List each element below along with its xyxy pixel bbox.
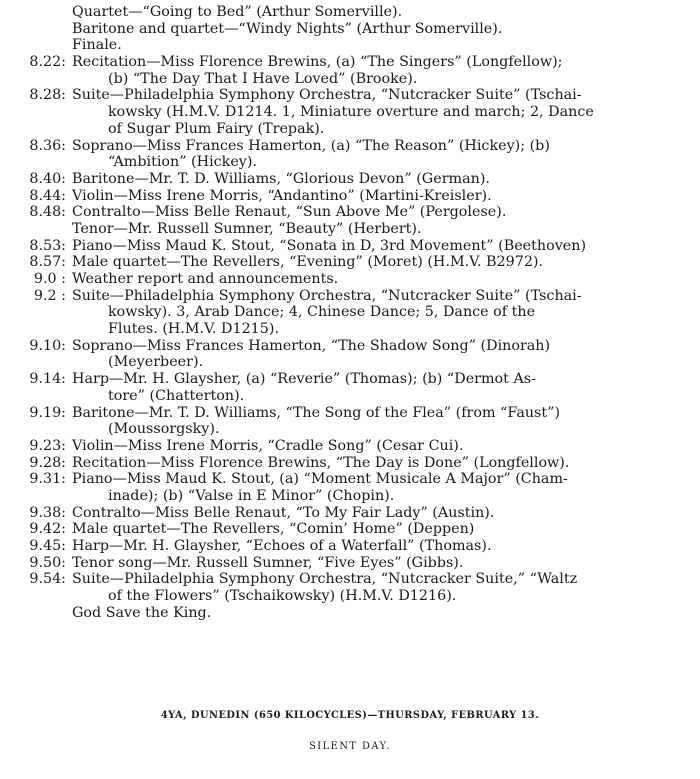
programme-line	[0, 538, 700, 555]
programme-text: Tenor song—Mr. Russell Sumner, “Five Eyes” (Gibbs).	[72, 554, 464, 571]
programme-text: Male quartet—The Revellers, “Evening” (Moret) (H.M.V. B2972).	[72, 254, 544, 271]
radio-programme-list	[0, 4, 700, 621]
programme-text: Baritone and quartet—“Windy Nights” (Arthur Somerville).	[72, 20, 503, 37]
programme-text: Baritone—Mr. T. D. Williams, “Glorious Devon” (German).	[72, 170, 490, 187]
programme-text: Piano—Miss Maud K. Stout, (a) “Moment Musicale A Major” (Cham-	[72, 471, 568, 488]
programme-line	[0, 471, 700, 488]
programme-text: Flutes. (H.M.V. D1215).	[108, 321, 279, 338]
programme-line	[0, 488, 700, 505]
programme-text: Suite—Philadelphia Symphony Orchestra, “Nutcracker Suite” (Tschai-	[72, 87, 582, 104]
programme-line	[0, 138, 700, 155]
programme-text: Quartet—“Going to Bed” (Arthur Somerville).	[72, 4, 403, 20]
programme-line	[0, 4, 700, 21]
programme-text: Suite—Philadelphia Symphony Orchestra, “Nutcracker Suite” (Tschai-	[72, 287, 582, 304]
programme-time: 8.36:	[29, 137, 66, 154]
programme-text: God Save the King.	[72, 604, 212, 621]
programme-text: (b) “The Day That I Have Loved” (Brooke).	[108, 70, 418, 87]
programme-line	[0, 321, 700, 338]
programme-text: kowsky). 3, Arab Dance; 4, Chinese Dance; 5, Dance of the	[108, 304, 536, 321]
programme-line	[0, 171, 700, 188]
programme-time: 9.19:	[29, 404, 66, 421]
programme-time: 9.45:	[29, 538, 66, 554]
programme-time: 9.14:	[29, 371, 66, 388]
programme-text: Soprano—Miss Frances Hamerton, “The Shadow Song” (Dinorah)	[72, 337, 551, 354]
programme-line	[0, 588, 700, 605]
programme-line	[0, 571, 700, 588]
programme-line	[0, 154, 700, 171]
programme-line	[0, 388, 700, 405]
station-heading: 4YA, DUNEDIN (650 KILOCYCLES)—THURSDAY, FEBRUARY 13.	[160, 710, 540, 721]
programme-line	[0, 371, 700, 388]
programme-time: 8.57:	[29, 254, 66, 271]
programme-text: Suite—Philadelphia Symphony Orchestra, “Nutcracker Suite,” “Waltz	[72, 571, 578, 588]
programme-text: Baritone—Mr. T. D. Williams, “The Song of the Flea” (from “Faust”)	[72, 404, 561, 421]
programme-text: (Moussorgsky).	[108, 421, 220, 438]
programme-line	[0, 605, 700, 622]
programme-line	[0, 438, 700, 455]
programme-time: 9.2 :	[33, 287, 66, 304]
programme-time: 9.54:	[29, 571, 66, 588]
programme-line	[0, 37, 700, 54]
programme-line	[0, 87, 700, 104]
programme-line	[0, 455, 700, 472]
programme-line	[0, 521, 700, 538]
programme-line	[0, 204, 700, 221]
programme-text: Harp—Mr. H. Glaysher, (a) “Reverie” (Thomas); (b) “Dermot As-	[72, 371, 536, 388]
programme-line	[0, 254, 700, 271]
programme-time: 9.42:	[29, 521, 66, 538]
programme-text: Soprano—Miss Frances Hamerton, (a) “The Reason” (Hickey); (b)	[72, 137, 550, 154]
programme-text: kowsky (H.M.V. D1214. 1, Miniature overture and march; 2, Dance	[108, 104, 594, 121]
programme-text: Harp—Mr. H. Glaysher, “Echoes of a Waterfall” (Thomas).	[72, 538, 492, 554]
programme-text: “Ambition” (Hickey).	[108, 154, 258, 171]
programme-text: Violin—Miss Irene Morris, “Andantino” (Martini-Kreisler).	[72, 187, 492, 204]
programme-line	[0, 555, 700, 572]
programme-time: 9.28:	[29, 454, 66, 471]
programme-time: 9.38:	[29, 504, 66, 521]
programme-line	[0, 188, 700, 205]
programme-line	[0, 238, 700, 255]
programme-time: 9.31:	[29, 471, 66, 488]
programme-text: of the Flowers” (Tschaikowsky) (H.M.V. D1216).	[108, 588, 457, 605]
programme-line	[0, 221, 700, 238]
programme-text: (Meyerbeer).	[108, 354, 204, 371]
programme-time: 8.53:	[29, 237, 66, 254]
programme-line	[0, 271, 700, 288]
programme-text: Violin—Miss Irene Morris, “Cradle Song” (Cesar Cui).	[72, 437, 464, 454]
programme-line	[0, 288, 700, 305]
programme-text: Male quartet—The Revellers, “Comin’ Home” (Deppen)	[72, 521, 475, 538]
programme-text: Piano—Miss Maud K. Stout, “Sonata in D, 3rd Movement” (Beethoven)	[72, 237, 587, 254]
programme-text: Weather report and announcements.	[72, 271, 339, 287]
programme-line	[0, 121, 700, 138]
programme-time: 8.22:	[29, 54, 66, 71]
programme-time: 9.10:	[29, 337, 66, 354]
programme-text: Contralto—Miss Belle Renaut, “To My Fair Lady” (Austin).	[72, 504, 495, 521]
programme-text: tore” (Chatterton).	[108, 387, 245, 404]
programme-text: Contralto—Miss Belle Renaut, “Sun Above Me” (Pergolese).	[72, 204, 507, 221]
programme-line	[0, 354, 700, 371]
programme-time: 9.0 :	[33, 271, 66, 287]
programme-line	[0, 21, 700, 38]
programme-line	[0, 54, 700, 71]
programme-line	[0, 304, 700, 321]
programme-text: inade); (b) “Valse in E Minor” (Chopin).	[108, 487, 395, 504]
programme-text: of Sugar Plum Fairy (Trepak).	[108, 120, 325, 137]
programme-text: Tenor—Mr. Russell Sumner, “Beauty” (Herbert).	[72, 220, 422, 237]
programme-text: Recitation—Miss Florence Brewins, “The Day is Done” (Longfellow).	[72, 454, 570, 471]
programme-line	[0, 421, 700, 438]
programme-time: 8.44:	[29, 187, 66, 204]
programme-line	[0, 71, 700, 88]
programme-time: 9.23:	[29, 437, 66, 454]
programme-text: Finale.	[72, 37, 122, 54]
programme-time: 8.48:	[29, 204, 66, 221]
programme-time: 9.50:	[29, 554, 66, 571]
programme-time: 8.40:	[29, 170, 66, 187]
programme-line	[0, 104, 700, 121]
programme-text: Recitation—Miss Florence Brewins, (a) “The Singers” (Longfellow);	[72, 54, 563, 71]
programme-line	[0, 338, 700, 355]
silent-day-note: SILENT DAY.	[309, 741, 391, 752]
programme-line	[0, 405, 700, 422]
programme-time: 8.28:	[29, 87, 66, 104]
programme-line	[0, 505, 700, 522]
